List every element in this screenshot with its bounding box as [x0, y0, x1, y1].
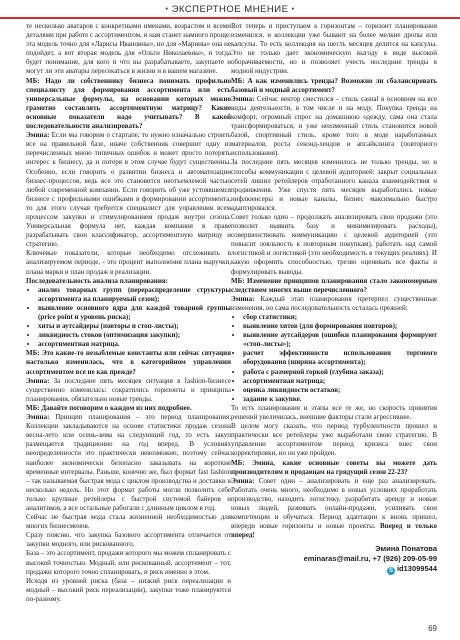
question: МБ: Надо ли собственнику бизнеса понимать профильно специалисту для формирования ассортимента или есть универсальные формулы, на основании которых можно грамотно составлять ассортиментную матрицу? Какие основные показатели надо учитывать? В какой последовательности анализировать?	[26, 76, 231, 131]
answer	[231, 295, 437, 313]
paragraph: В целом могу сказать, что период турбулентности прошел и практически все ретейлеры уже выработали свою стратегию. В управлении ассортиментом период кризиса внес свои корректировки, но он уже пройден.	[231, 422, 437, 458]
header-divider	[0, 17, 460, 19]
page-number: 69	[428, 623, 437, 633]
answer-text: Совет один – анализировать и еще раз анализировать. Работать очень много, необходимо в новых условиях проработать производство, находить логистику, разработать аренду и новые новых людей, развивать онлайн-продажи, усиливать свои компетенции и обучаться. Период адаптации к вновь пришел, впереди новые горизонты и новые проекты.	[231, 476, 437, 531]
speaker-label: Эмина:	[231, 94, 255, 103]
question: МБ: Эмина, какие основные советы вы можете дать производителям и продавцам на грядущий сезон 22-23?	[231, 458, 437, 476]
paragraph: Сейчас не быстрая мода стала жизненной необходимостью для многих бизнесменов.	[26, 513, 231, 531]
paragraph: Сразу поясню, что закупка базового ассортимента отличается от закупки модного, или рискованного.	[26, 531, 231, 549]
left-column	[26, 22, 231, 604]
list-heading: Последовательность анализа планирования:	[26, 276, 168, 285]
list-item: • выявление хитов (для формирования повторов);	[243, 322, 437, 331]
list-item: • ликвидность стоков (оптимизация закупки);	[38, 331, 231, 340]
answer	[26, 377, 231, 404]
paragraph: Ключевые показатели, которые необходимо отслеживать в анализируемом периоде, - это процент выполнения плана выручки, плана марки и план продаж в реализации.	[26, 249, 231, 276]
question: МБ: Это какие-то незыблемые константы или сейчас ситуация настолько изменилась, что в категорийном управлении ассортиментом все не как прежде?	[26, 349, 231, 376]
answer	[231, 477, 437, 541]
paragraph: те несколько аватаров с конкретными именами, возрастом и всеми деталями при работе с ассортиментом, и нам станет намного проще: эта модель точно для «Ларисы Ивановны», но для «Марины» она не подойдет, а вот вторая модель для «Ольги Николаевны», и тогда будет понимание, для кого и что вы разрабатываете, закупаете и могут ли эти аватары пересекаться в жизни и в вашем магазине.	[26, 22, 231, 76]
question: МБ: Изменение принципов планирования стало закономерным следствием многих выше перечисленного?	[231, 276, 437, 294]
speaker-label: Эмина:	[26, 131, 50, 140]
list-item: • работа с размерной горкой (глубина заказа);	[243, 368, 437, 377]
skype-id: id13099544	[396, 563, 437, 573]
left-dot: •	[165, 6, 169, 13]
answer-text: За последние пять месяцев ситуация в fashion-бизнесе существенно изменилась: сократились горизонты и принципы планирования, обязательно новые тренды.	[26, 376, 231, 403]
answer-text: Если мы говорим о стартапе, то нужно изначально строить все на правильной базе, иначе собственник совершит одну из перечисленных мною типичных ошибок и может просто потерять интерес к бизнесу, да и потеря в этом случае будут существенны. Особенно, если говорить о развитии бизнеса и автоматизации бизнес-процессов, ведь все это становится неотъемлемой частью любой современной компании. Если говорить об уже устоявшемся бизнесе с профильными ошибками в формировании ассортимента, то для этого случая требуется специалист для управления всем процессом закупки и стимулированием продаж внутри сезона. Универсальная формула нет, каждая компания в праве разрабатывать свои классификатор, ассортиментную матрицу и стратегию.	[26, 131, 231, 249]
right-dot: •	[291, 6, 295, 13]
speaker-label: Эмина:	[231, 294, 255, 303]
list-item: • ассортиментная матрица;	[243, 377, 437, 386]
page-header	[0, 0, 460, 18]
paragraph: Вот теперь и приступаем к горизонтам – горизонт планирования изменился, и коллекции уже бывают на более мелкие дропы или капсулы. То есть коллекция на шесть месяцев делится на капсулы. Это не только дает экономическую выгоду в виде высокой оборачиваемости, но и позволяет учесть последние тренды в модной индустрии.	[231, 22, 437, 76]
author-name: Эмина Понатова	[375, 544, 437, 554]
list-item: • расчет эффективности использования торгового оборудования (ширина ассортимента);	[243, 349, 437, 367]
planning-list	[231, 313, 437, 404]
paragraph: То есть планирования и этапы все те же, но скорость принятия решений увеличилась, внешние факторы стали агрессивнее.	[231, 403, 437, 422]
section-title	[0, 4, 460, 16]
section-title-text: ЭКСПЕРТНОЕ МНЕНИЕ	[171, 4, 289, 15]
author-skype	[231, 564, 437, 575]
answer	[231, 95, 437, 159]
list-item: • хиты и аутсайдеры (повторы и стоп-листы);	[38, 322, 231, 331]
paragraph: За последние пять месяцев изменилось не только тренды, но и способы коммуникации с целевой аудиторией: закрыт социальных сетей лишил ретейлеров отработанного канала взаимодействия и продвижения. Уже спустя пять месяцев выработались новые инфлюенсеры и новые каналы, бизнес максимально быстро адаптировался.	[231, 158, 437, 212]
skype-icon: S	[388, 567, 393, 574]
speaker-label: Эмина:	[26, 376, 50, 385]
question: МБ: А как изменились тренды? Возможно ли сбалансировать базовый и модный ассортимент?	[231, 76, 437, 94]
answer-text: Каждый этап планирования претерпел существенные изменения, но сама последовательность осталась прежней:	[231, 294, 437, 312]
analysis-list	[26, 286, 231, 350]
paragraph: Совет только один – продолжать анализировать свои продажи (это позволит выявить базу и минимизировать расходы), совершенствовать коммуникацию с целевой аудиторией (это повысит лояльность к повторным покупкам), работать над самой логистикой и логистикой (это необходимость в текущих реалиях). И какую оформить способностью, трезво оценивать все факты и формулировать выводы.	[231, 212, 437, 276]
list-item: • оценка ликвидности остатков;	[243, 386, 437, 395]
question: МБ: Давайте поговорим о каждом из них подробнее.	[26, 403, 192, 412]
answer-text: Сейчас вектор сместился – стиль casual в основном на все виды деятельности, в том числе и на моду. Покупка тренда на комфорт, огромный спрос на домашнюю одежду, сама она стала трансформироваться, и уже неизменный стиль становится новой базой, спортивный стиль, кроме того в моде наработанных материалов, роста секонд-хендов и апсайклинга (повторного использования).	[231, 94, 437, 158]
right-column	[231, 22, 437, 575]
answer	[26, 413, 231, 513]
speaker-label: Эмина:	[26, 413, 50, 422]
answer-text: Принцип планирования – это период планирования. Коллекции закладываются на основе статистики продаж сезона весна-лето или осень-зима на следующий год, то есть закуп размещается традиционно на год вперед. В условиях неопределенности это практически невозможно, поэтому сейчас наиболее экономически безопасно заказывать на короткие временные интервалы. Раньше, конечно же, был формат fast fashion – так называемая быстрая мода с циклом производства и доставки в несколько недель. Но этот формат работы могли позволить себе только крупные ретейлеры с быстрой системой байеров и аналитиков, а все остальные работали с длинным циклом в год.	[26, 413, 231, 512]
list-item: • выявление основного ядра для каждой товарной группы (price point и уровень риска);	[38, 304, 231, 322]
answer	[26, 131, 231, 249]
signature	[231, 544, 437, 575]
paragraph: Исходя из уровней риска (база – низкий риск переализации и модный – высокий риск переализации), закупки тоже планируются по-разному.	[26, 576, 231, 603]
list-item: • задание к закупке.	[243, 395, 437, 404]
author-contact: eminaras@mail.ru, +7 (926) 209-05-99	[303, 554, 437, 564]
list-item: • выявление аутсайдеров (ошибки планирования формируют «стоп-листы»);	[243, 331, 437, 349]
list-item: • анализ товарных групп (перераспределение структуры ассортимента на планируемый сезон);	[38, 286, 231, 304]
closing-line: Вперед и только вперед!	[231, 522, 437, 540]
list-item: • сбор статистики;	[243, 313, 437, 322]
list-item: • ассортиментная матрица.	[38, 340, 231, 349]
paragraph: База – это ассортимент, продажи которого мы можем спланировать с высокой точностью. Модный, или рискованный, ассортимент – тот, продажи которого точно спланировать, и риск именно в этом.	[26, 549, 231, 576]
speaker-label: Эмина:	[231, 476, 255, 485]
